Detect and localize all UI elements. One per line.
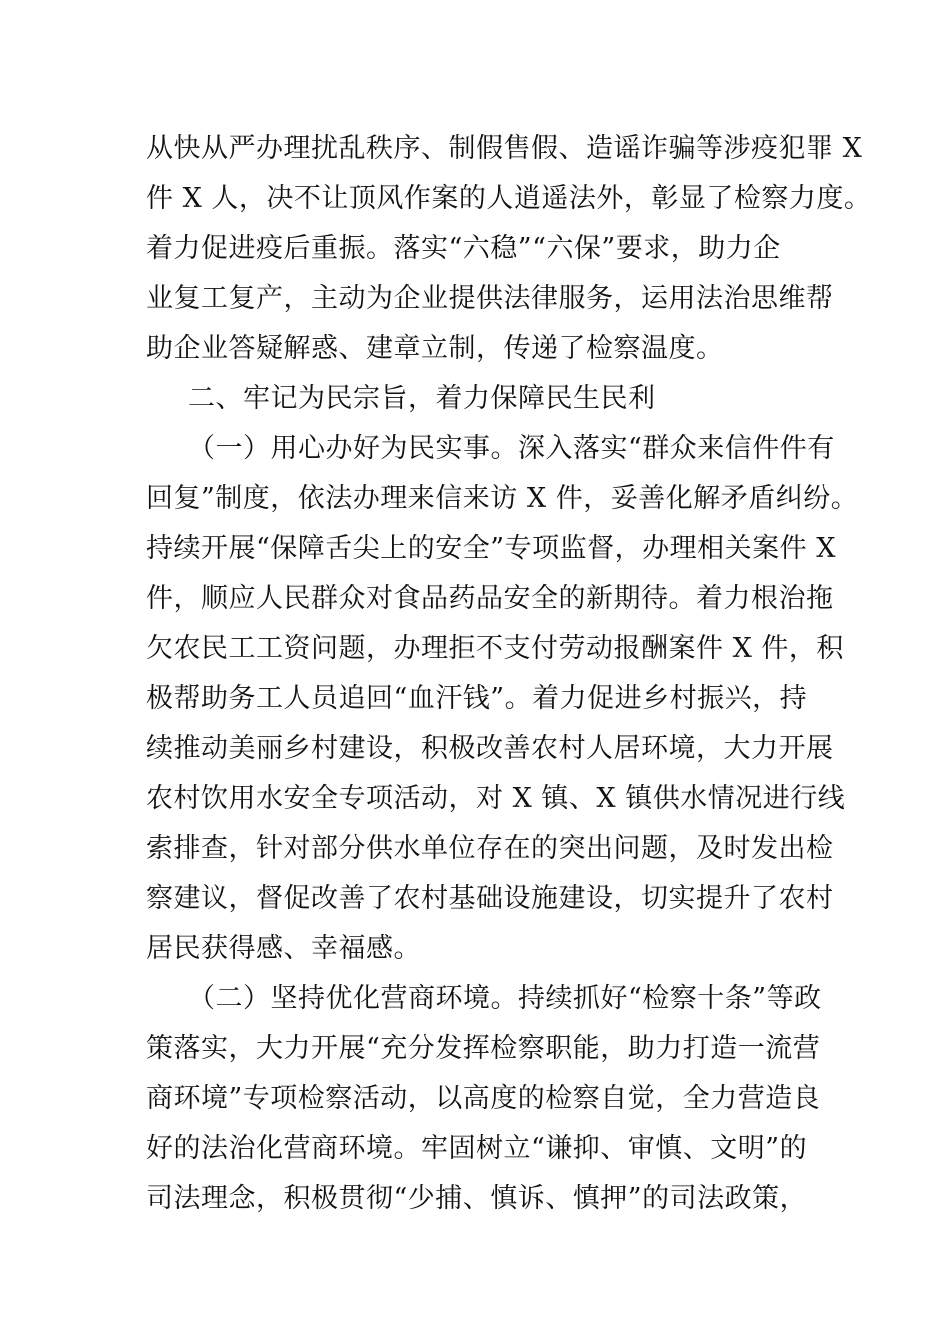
text-line: 极帮助务工人员追回“血汗钱”。着力促进乡村振兴，持 <box>146 683 808 714</box>
subsection-start-line: （二）坚持优化营商环境。持续抓好“检察十条”等政 <box>188 983 822 1014</box>
text-line: 察建议，督促改善了农村基础设施建设，切实提升了农村 <box>146 883 834 914</box>
text-line: 好的法治化营商环境。牢固树立“谦抑、审慎、文明”的 <box>146 1133 808 1164</box>
text-line: 助企业答疑解惑、建章立制，传递了检察温度。 <box>146 333 724 364</box>
text-line: 索排查，针对部分供水单位存在的突出问题，及时发出检 <box>146 833 834 864</box>
text-line: 续推动美丽乡村建设，积极改善农村人居环境，大力开展 <box>146 733 834 764</box>
text-line: 农村饮用水安全专项活动，对 X 镇、X 镇供水情况进行线 <box>146 783 846 814</box>
text-line: 回复”制度，依法办理来信来访 X 件，妥善化解矛盾纠纷。 <box>146 483 859 514</box>
text-line: 业复工复产，主动为企业提供法律服务，运用法治思维帮 <box>146 283 834 314</box>
text-line: 从快从严办理扰乱秩序、制假售假、造谣诈骗等涉疫犯罪 X <box>146 133 863 164</box>
section-heading: 二、牢记为民宗旨，着力保障民生民利 <box>188 383 656 414</box>
text-line: 件 X 人，决不让顶风作案的人逍遥法外，彰显了检察力度。 <box>146 183 872 214</box>
text-line: 司法理念，积极贯彻“少捕、慎诉、慎押”的司法政策， <box>146 1183 808 1214</box>
subsection-start-line: （一）用心办好为民实事。深入落实“群众来信件件有 <box>188 433 835 464</box>
text-line: 策落实，大力开展“充分发挥检察职能，助力打造一流营 <box>146 1033 821 1064</box>
text-line: 商环境”专项检察活动，以高度的检察自觉，全力营造良 <box>146 1083 821 1114</box>
text-line: 居民获得感、幸福感。 <box>146 933 421 964</box>
text-line: 持续开展“保障舌尖上的安全”专项监督，办理相关案件 X <box>146 533 836 564</box>
text-line: 件，顺应人民群众对食品药品安全的新期待。着力根治拖 <box>146 583 834 614</box>
text-line: 着力促进疫后重振。落实“六稳”“六保”要求，助力企 <box>146 233 781 264</box>
document-body <box>146 124 872 1224</box>
text-line: 欠农民工工资问题，办理拒不支付劳动报酬案件 X 件，积 <box>146 633 844 664</box>
